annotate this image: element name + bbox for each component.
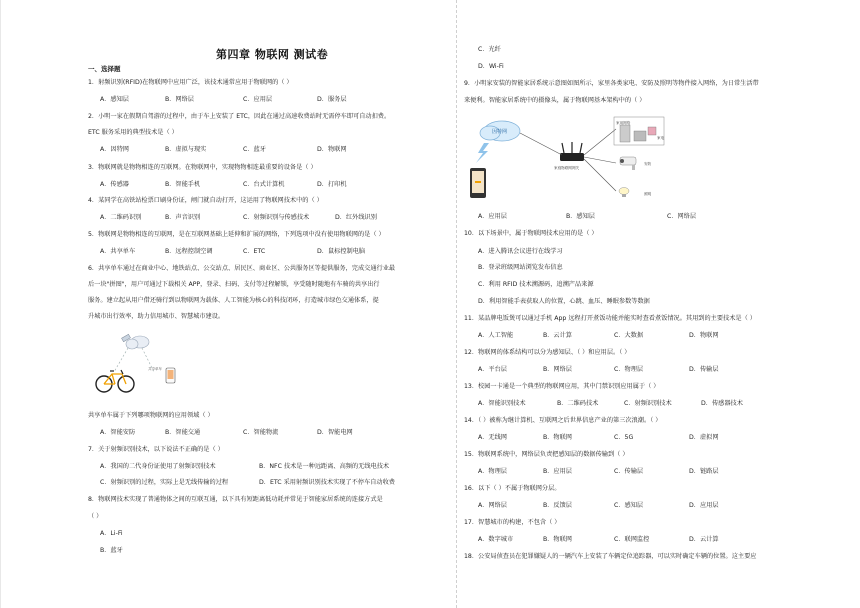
bicycle-icon <box>96 370 134 392</box>
home-network-label: 家用网络 <box>616 121 631 125</box>
q8-option-c[interactable]: C．光纤 <box>478 46 501 53</box>
q12-option-c[interactable]: C．物理层 <box>614 366 644 373</box>
q16-option-d[interactable]: D．应用层 <box>689 502 719 509</box>
q1-option-a[interactable]: A．感知层 <box>100 96 129 103</box>
q10-option-b[interactable]: B．登录班级网站浏览发布信息 <box>478 264 563 271</box>
q3-option-a[interactable]: A．传感器 <box>100 181 129 188</box>
q14-option-a[interactable]: A．无线网 <box>478 434 507 441</box>
q8-option-b[interactable]: B．蓝牙 <box>100 547 123 554</box>
q16-stem: 16．以下（ ）不属于物联网分层。 <box>464 485 561 492</box>
q12-option-a[interactable]: A．平台层 <box>478 366 507 373</box>
q15-option-a[interactable]: A．物理层 <box>478 468 507 475</box>
q5-option-b[interactable]: B．远程控制空调 <box>165 248 213 255</box>
q2-option-c[interactable]: C．蓝牙 <box>243 146 266 153</box>
q2-stem-line1: 2．小明一家在假期自驾游的过程中，由于车上安装了 ETC，因此在通过高速收费站时无需停车即可自动扣费。 <box>88 113 391 120</box>
q13-option-c[interactable]: C．射频识别技术 <box>624 400 672 407</box>
q10-stem: 10．以下场景中，属于物联网技术应用的是（ ） <box>464 230 598 237</box>
q6-stem-line1: 6．共享单车通过在商业中心、地铁站点、公交站点、居民区、商业区、公共服务区等提供服务，完成交通行业最 <box>88 265 396 272</box>
q9-option-a[interactable]: A．应用层 <box>478 213 507 220</box>
q1-stem: 1．射频识别(RFID)在物联网中应用广泛，该技术通常应用于物联网的（ ） <box>88 79 293 86</box>
smartphone-icon <box>470 168 486 198</box>
q12-option-b[interactable]: B．网络层 <box>543 366 572 373</box>
internet-label: 因特网 <box>492 129 508 135</box>
q7-option-a[interactable]: A．我国的二代身份证使用了射频识别技术 <box>100 463 216 470</box>
gateway-label: 家庭物联网网关 <box>554 166 580 170</box>
q7-option-c[interactable]: C．射频识别的过程，实际上是无线传输的过程 <box>100 479 229 486</box>
q11-option-c[interactable]: C．大数据 <box>614 332 644 339</box>
q6-option-b[interactable]: B．智能交通 <box>165 429 201 436</box>
page-title: 第四章 物联网 测试卷 <box>216 48 329 61</box>
q9-option-c[interactable]: C．网络层 <box>667 213 697 220</box>
q10-option-c[interactable]: C．利用 RFID 技术溯源码，追溯产品来源 <box>478 281 594 288</box>
q16-option-a[interactable]: A．网络层 <box>478 502 507 509</box>
q2-option-b[interactable]: B．虚拟与现实 <box>165 146 207 153</box>
q4-option-b[interactable]: B．声音识别 <box>165 214 201 221</box>
q10-option-d[interactable]: D．利用智能手表获取人的位置，心跳、血压、睡眠参数等数据 <box>478 298 650 305</box>
q6-stem-line4: 升城市出行效率，助力信用城市、智慧城市建设。 <box>88 313 225 320</box>
q12-option-d[interactable]: D．传输层 <box>689 366 719 373</box>
internet-cloud-icon <box>480 121 520 141</box>
q6-sub-stem: 共享单车属于下列哪项物联网的应用领域（ ） <box>88 412 214 419</box>
q3-option-d[interactable]: D．打印机 <box>317 181 347 188</box>
q12-stem: 12．物联网的体系结构可以分为感知层、（ ）和应用层。（ ） <box>464 349 631 356</box>
q9-stem-line1: 9．小明家安装的智能家居系统示意图如图所示，家里各类家电、安防及照明等物件接入网络，为日常生活带 <box>464 80 759 87</box>
q13-option-d[interactable]: D．传感器技术 <box>701 400 743 407</box>
q6-option-c[interactable]: C．智能物流 <box>243 429 279 436</box>
lighting-label: 照明 <box>644 192 652 196</box>
phone-icon <box>166 368 175 383</box>
q3-option-b[interactable]: B．智能手机 <box>165 181 201 188</box>
q4-option-c[interactable]: C．射频识别与传感技术 <box>243 214 310 221</box>
q17-stem: 17．智慧城市的构建，不包含（ ） <box>464 519 561 526</box>
bike-figure-tag: 共享单车 <box>148 367 162 371</box>
q16-option-c[interactable]: C．感知层 <box>614 502 644 509</box>
q13-option-b[interactable]: B．二维码技术 <box>557 400 599 407</box>
q7-option-d[interactable]: D．ETC 采用射频识别技术实现了不停车自动收费 <box>259 479 395 486</box>
q9-stem-line2: 来便利。智能家居系统中的摄像头，属于物联网基本架构中的（ ） <box>464 97 646 104</box>
q4-option-a[interactable]: A．二维码识别 <box>100 214 142 221</box>
q7-stem: 7．关于射频识别技术，以下说法不正确的是（ ） <box>88 446 224 453</box>
router-icon <box>560 142 584 161</box>
q14-option-b[interactable]: B．物联网 <box>543 434 572 441</box>
q14-option-d[interactable]: D．虚拟网 <box>689 434 719 441</box>
q8-option-a[interactable]: A．Li-Fi <box>100 530 123 537</box>
q13-option-a[interactable]: A．智能识别技术 <box>478 400 526 407</box>
appliance-label: 家电 <box>657 136 665 140</box>
q11-option-d[interactable]: D．物联网 <box>689 332 719 339</box>
q1-option-c[interactable]: C．应用层 <box>243 96 273 103</box>
q2-option-a[interactable]: A．因特网 <box>100 146 129 153</box>
q5-option-a[interactable]: A．共享单车 <box>100 248 136 255</box>
q14-stem: 14．（ ）被称为继计算机、互联网之后世界信息产业的第三次浪潮。（ ） <box>464 417 662 424</box>
q15-option-c[interactable]: C．传输层 <box>614 468 644 475</box>
q17-option-d[interactable]: D．云计算 <box>689 536 719 543</box>
q11-stem: 11．某品牌电饭煲可以通过手机 App 远程打开煮饭功能并能实时查看煮饭情况。其用到的主要技术是（ ） <box>464 315 756 322</box>
lamp-icon <box>619 188 629 198</box>
q3-stem: 3．物联网就是物物相连的互联网。在物联网中，实现物物相连最重要的设备是（ ） <box>88 164 317 171</box>
appliance-icon <box>620 125 656 142</box>
q6-option-a[interactable]: A．智能安防 <box>100 429 136 436</box>
q14-option-c[interactable]: C．5G <box>614 434 634 441</box>
security-camera-icon <box>620 157 636 170</box>
q17-option-c[interactable]: C．联网监控 <box>614 536 650 543</box>
q16-option-b[interactable]: B．反馈层 <box>543 502 572 509</box>
q8-option-d[interactable]: D．Wi-Fi <box>478 63 504 70</box>
q17-option-a[interactable]: A．数字城市 <box>478 536 514 543</box>
page-fold-line <box>456 0 457 608</box>
q13-stem: 13．校园一卡通是一个典型的物联网应用，其中门禁识别应用属于（ ） <box>464 383 660 390</box>
bike-sharing-figure <box>92 328 184 396</box>
q15-option-d[interactable]: D．链路层 <box>689 468 719 475</box>
q11-option-b[interactable]: B．云计算 <box>543 332 572 339</box>
q8-stem-line2: （ ） <box>88 513 103 520</box>
q11-option-a[interactable]: A．人工智能 <box>478 332 514 339</box>
q6-option-d[interactable]: D．智能电网 <box>317 429 353 436</box>
q15-option-b[interactable]: B．应用层 <box>543 468 572 475</box>
q17-option-b[interactable]: B．物联网 <box>543 536 572 543</box>
q3-option-c[interactable]: C．台式计算机 <box>243 181 285 188</box>
q8-stem-line1: 8．物联网技术实现了普通物体之间的互联互通，以下具有短距离低功耗并常见于智能家居系统的连接方式是 <box>88 496 383 503</box>
q1-option-d[interactable]: D．服务层 <box>317 96 347 103</box>
q2-option-d[interactable]: D．物联网 <box>317 146 347 153</box>
q7-option-b[interactable]: B．NFC 技术是一种远距离、高频的无线电技术 <box>259 463 390 470</box>
security-label: 安防 <box>644 162 652 166</box>
q5-stem: 5．物联网是物物相连的互联网，是在互联网基础上延伸和扩展的网络，下列选项中没有使用物联网的是（ ） <box>88 231 385 238</box>
q18-stem: 18．公安局侦查员在犯罪嫌疑人的一辆汽车上安装了车辆定位追踪器，可以实时确定车辆的位置。这主要应 <box>464 553 757 560</box>
q1-option-b[interactable]: B．网络层 <box>165 96 194 103</box>
q5-option-d[interactable]: D．鼠标控制电脑 <box>317 248 366 255</box>
q9-option-b[interactable]: B．感知层 <box>566 213 595 220</box>
q10-option-a[interactable]: A．进入腾讯会议进行在线学习 <box>478 248 563 255</box>
lightning-icon <box>476 143 489 163</box>
q5-option-c[interactable]: C．ETC <box>243 248 266 255</box>
q6-stem-line2: 后一块"拼图"，用户可通过下载相关 APP，登录、扫码、支付等过程解锁，享受随时随地有车骑的共享出行 <box>88 281 380 288</box>
q15-stem: 15．物联网系统中，网络层负责把感知层的数据传输到（ ） <box>464 451 629 458</box>
smart-home-figure <box>464 113 674 207</box>
q6-stem-line3: 服务。建立起从用户借还骑行到以物联网为载体、人工智能为核心的科技闭环，打造城市绿色交通体系，提 <box>88 297 379 304</box>
q4-stem: 4．某同学在高铁站检票口刷身份证，闸门就自动打开，这运用了物联网技术中的（ ） <box>88 197 323 204</box>
section-heading: 一、选择题 <box>88 65 121 73</box>
q2-stem-line2: ETC 服务采用的典型技术是（ ） <box>88 129 178 136</box>
q4-option-d[interactable]: D．红外线识别 <box>335 214 377 221</box>
